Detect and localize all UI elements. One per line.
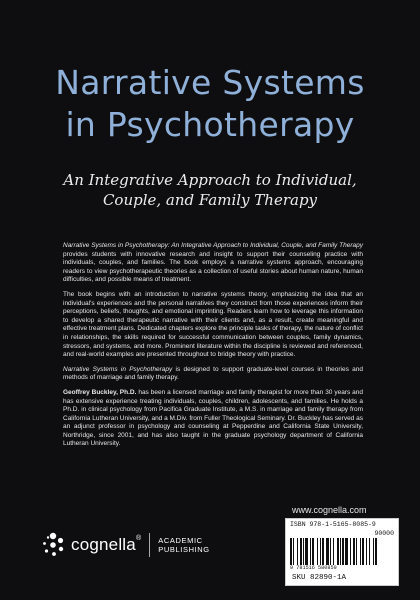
barcode-bar — [342, 538, 344, 565]
barcode-bar — [310, 538, 311, 565]
barcode-bar — [293, 538, 294, 565]
title-line-2: in Psychotherapy — [65, 105, 355, 144]
description-text — [63, 242, 363, 455]
cognella-dots-logo-icon — [40, 532, 66, 558]
barcode-bar — [369, 538, 370, 565]
barcode-bar — [290, 538, 292, 565]
subtitle-line-2: Couple, and Family Therapy — [102, 191, 318, 209]
barcode-bar — [300, 538, 302, 565]
isbn-number: ISBN 978-1-5165-8085-9 — [290, 521, 376, 528]
barcode-bar — [373, 538, 374, 565]
publisher-division: ACADEMIC PUBLISHING — [158, 536, 210, 554]
price-code: 90000 — [374, 530, 394, 537]
barcode-bar — [320, 538, 321, 565]
isbn-barcode — [285, 518, 399, 586]
barcode-bar — [297, 538, 298, 565]
book-title-italic: Narrative Systems in Psychotherapy: An Integrative Approach to Individual, Couple, and Family Therapy — [63, 242, 363, 249]
book-title — [0, 62, 420, 146]
barcode-bar — [303, 538, 304, 565]
logo-divider — [149, 533, 150, 557]
barcode-bar — [326, 538, 329, 565]
barcode-bar — [317, 538, 318, 565]
barcode-bar — [366, 538, 367, 565]
barcode-bar — [360, 538, 361, 565]
title-line-1: Narrative Systems — [55, 63, 365, 102]
barcode-bar — [353, 538, 355, 565]
description-paragraph-2: The book begins with an introduction to narrative systems theory, emphasizing the idea that an individual's experiences and the personal narratives they construct from those experiences inform their perceptions, beliefs, thoughts, and emotional imprinting. Readers learn how to leverage this information to develop a shared therapeutic narrative with their clients and, as a result, create meaningful and effective treatment plans. Dedicated chapters explore the principle tasks of therapy, the nature of conflict in relationships, the skills required for successful communication between couples, family dynamics, stressors, and systems, and more. Prominent literature within the discipline is reviewed and referenced, and real-world examples are presented throughout to bridge theory with practice. — [63, 290, 363, 359]
barcode-bar — [305, 538, 308, 565]
barcode-bar — [312, 538, 314, 565]
barcode-bar — [345, 538, 348, 565]
barcode-bar — [362, 538, 364, 565]
sku-number: SKU 82890-1A — [292, 574, 347, 582]
author-name: Geoffrey Buckley, Ph.D. — [63, 388, 137, 396]
subtitle-line-1: An Integrative Approach to Individual, — [63, 171, 357, 189]
publisher-logo — [40, 530, 210, 560]
barcode-bar — [356, 538, 357, 565]
publisher-name: cognella® — [71, 535, 142, 554]
barcode-bars-icon — [290, 538, 394, 565]
barcode-bar — [337, 538, 339, 565]
publisher-website: www.cognella.com — [292, 505, 367, 515]
barcode-bar — [333, 538, 334, 565]
barcode-bar — [375, 538, 377, 565]
barcode-digits: 9 781516 580859 — [290, 565, 337, 571]
barcode-bar — [340, 538, 341, 565]
author-bio: Geoffrey Buckley, Ph.D. has been a licensed marriage and family therapist for more than 30 years and has extensive experience treating individuals, couples, children, adolescents, and families. He holds a Ph.D. in clinical psychology from Pacifica Graduate Institute, a M.S. in marriage and family therapy from California Lutheran University, and a M.Div. from Fuller Theological Seminary. Dr. Buckley has served as an adjunct professor in psychology and counseling at Pepperdine and California State University, Northridge, since 2001, and has also taught in the graduate psychology department of California Lutheran University. — [63, 388, 363, 448]
description-paragraph-1: Narrative Systems in Psychotherapy: An Integrative Approach to Individual, Couple, and Family Therapy provides students with innovative research and insight to support their counseling practice with individuals, couples, and families. The book employs a narrative systems approach, encouraging readers to view psychotherapeutic theories as a collection of useful stories about human nature, human difficulties, and possible means of treatment. — [63, 242, 363, 284]
book-subtitle — [0, 170, 420, 210]
barcode-bar — [350, 538, 351, 565]
description-paragraph-3: Narrative Systems in Psychotherapy is designed to support graduate-level courses in theories and methods of marriage and family therapy. — [63, 365, 363, 382]
book-title-italic: Narrative Systems in Psychotherapy — [63, 365, 173, 373]
barcode-bar — [322, 538, 324, 565]
barcode-bar — [330, 538, 331, 565]
